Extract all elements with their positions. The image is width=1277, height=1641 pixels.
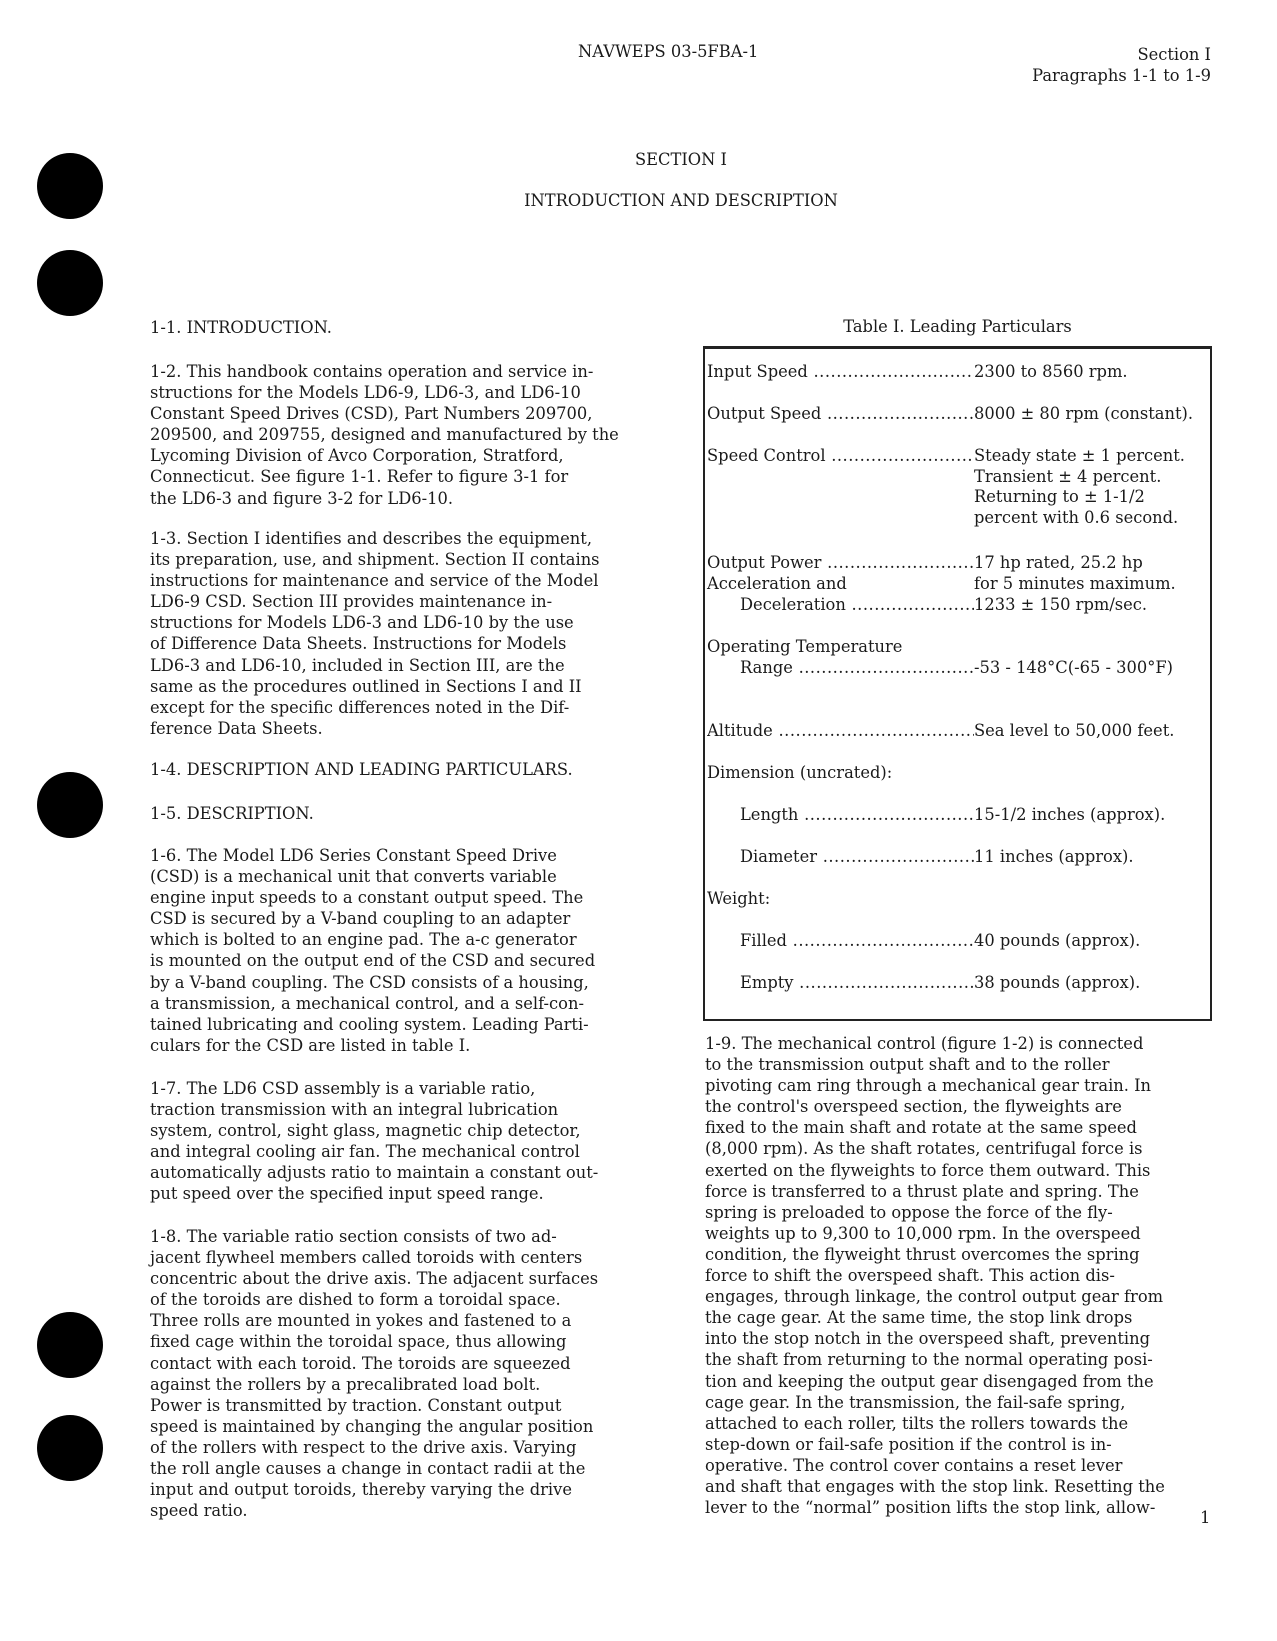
paragraph-line: LD6-9 CSD. Section III provides maintenance in- xyxy=(150,592,553,612)
paragraph xyxy=(150,1078,598,1205)
row-label-top: Acceleration and xyxy=(707,574,847,593)
paragraph-line: 1-5. DESCRIPTION. xyxy=(150,804,314,823)
header-section: Section I xyxy=(1137,45,1211,64)
row-label: Speed Control ..... xyxy=(707,446,974,467)
row-label: Weight: xyxy=(707,889,771,908)
paragraph-line: 1-3. Section I identifies and describes the equipment, xyxy=(150,529,593,548)
punch-hole xyxy=(37,772,103,838)
row-value-line: Transient ± 4 percent. xyxy=(974,466,1162,486)
paragraph-line: 1-7. The LD6 CSD assembly is a variable ratio, xyxy=(150,1079,536,1098)
paragraph-line: fixed cage within the toroidal space, thus allowing xyxy=(150,1332,567,1352)
paragraph-line: CSD is secured by a V-band coupling to an adapter xyxy=(150,909,571,929)
paragraph-line: to the transmission output shaft and to the roller xyxy=(705,1055,1110,1075)
page-number: 1 xyxy=(1200,1508,1211,1527)
row-value xyxy=(974,658,1173,679)
paragraph-line: contact with each toroid. The toroids are squeezed xyxy=(150,1353,571,1373)
row-value-line: 1233 ± 150 rpm/sec. xyxy=(974,595,1148,614)
paragraph-line: weights up to 9,300 to 10,000 rpm. In the overspeed xyxy=(705,1223,1141,1243)
row-label-top: Operating Temperature xyxy=(707,637,903,656)
row-value-line: Sea level to 50,000 feet. xyxy=(974,721,1175,740)
row-value xyxy=(974,805,1165,826)
paragraph-line: jacent flywheel members called toroids with centers xyxy=(150,1248,583,1268)
row-value xyxy=(974,931,1140,952)
document-number: NAVWEPS 03-5FBA-1 xyxy=(578,42,759,61)
paragraph-line: speed is maintained by changing the angular position xyxy=(150,1416,594,1436)
row-label: Output Power ..... xyxy=(707,553,974,574)
row-value xyxy=(974,595,1147,616)
paragraph-line: a transmission, a mechanical control, and a self-con- xyxy=(150,993,584,1013)
paragraph-line: (8,000 rpm). As the shaft rotates, centrifugal force is xyxy=(705,1139,1143,1159)
row-label: Input Speed ..... xyxy=(707,362,974,383)
paragraph-line: which is bolted to an engine pad. The a-c generator xyxy=(150,930,577,950)
paragraph-line: is mounted on the output end of the CSD and secured xyxy=(150,951,596,971)
paragraph xyxy=(150,528,600,739)
paragraph-line: put speed over the specified input speed range. xyxy=(150,1184,544,1204)
row-value xyxy=(974,553,1176,594)
paragraph-line: same as the procedures outlined in Sections I and II xyxy=(150,676,582,696)
paragraph-line: cage gear. In the transmission, the fail-safe spring, xyxy=(705,1392,1126,1412)
paragraph xyxy=(705,1033,1165,1518)
paragraph xyxy=(150,361,619,509)
paragraph-line: 1-1. INTRODUCTION. xyxy=(150,318,332,337)
paragraph-line: and integral cooling air fan. The mechanical control xyxy=(150,1142,580,1162)
paragraph-line: instructions for maintenance and service of the Model xyxy=(150,571,599,591)
paragraph-line: tained lubricating and cooling system. Leading Parti- xyxy=(150,1014,589,1034)
paragraph-line: 1-4. DESCRIPTION AND LEADING PARTICULARS. xyxy=(150,760,573,779)
row-value xyxy=(974,362,1128,383)
paragraph-line: exerted on the flyweights to force them outward. This xyxy=(705,1160,1151,1180)
paragraph-line: traction transmission with an integral lubrication xyxy=(150,1100,559,1120)
paragraph-line: lever to the “normal” position lifts the stop link, allow- xyxy=(705,1498,1156,1518)
paragraph-line: engine input speeds to a constant output speed. The xyxy=(150,888,584,908)
row-label: Dimension (uncrated): xyxy=(707,763,893,782)
paragraph-line: (CSD) is a mechanical unit that converts variable xyxy=(150,867,557,887)
paragraph-line: 1-6. The Model LD6 Series Constant Speed Drive xyxy=(150,846,557,865)
punch-hole xyxy=(37,1415,103,1481)
paragraph-line: the roll angle causes a change in contact radii at the xyxy=(150,1459,586,1479)
row-value xyxy=(974,404,1193,425)
row-value xyxy=(974,847,1134,868)
table-caption: Table I. Leading Particulars xyxy=(843,317,1072,336)
paragraph-line: except for the specific differences noted in the Dif- xyxy=(150,697,570,717)
paragraph-line: of the rollers with respect to the drive axis. Varying xyxy=(150,1437,577,1457)
paragraph-line: Three rolls are mounted in yokes and fastened to a xyxy=(150,1311,572,1331)
row-value-line: Returning to ± 1-1/2 xyxy=(974,487,1145,507)
leading-particulars-table xyxy=(703,346,1212,1021)
paragraph xyxy=(150,317,332,338)
paragraph-line: force is transferred to a thrust plate and spring. The xyxy=(705,1181,1139,1201)
paragraph-line: concentric about the drive axis. The adjacent surfaces xyxy=(150,1269,599,1289)
punch-hole xyxy=(37,1312,103,1378)
paragraph xyxy=(150,845,595,1056)
paragraph-line: the LD6-3 and figure 3-2 for LD6-10. xyxy=(150,488,454,508)
paragraph-line: and shaft that engages with the stop link. Resetting the xyxy=(705,1476,1165,1496)
row-value-line: Steady state ± 1 percent. xyxy=(974,446,1185,465)
paragraph-line: condition, the flyweight thrust overcomes the spring xyxy=(705,1244,1140,1264)
paragraph-line: of the toroids are dished to form a toroidal space. xyxy=(150,1290,561,1310)
paragraph-line: structions for Models LD6-3 and LD6-10 by the use xyxy=(150,613,574,633)
row-label: Length ..... xyxy=(740,805,974,826)
paragraph-line: force to shift the overspeed shaft. This action dis- xyxy=(705,1266,1115,1286)
header-right xyxy=(1032,44,1211,86)
row-label: Diameter ..... xyxy=(740,847,974,868)
paragraph-line: ference Data Sheets. xyxy=(150,718,323,738)
row-label: Output Speed ..... xyxy=(707,404,974,425)
paragraph-line: of Difference Data Sheets. Instructions for Models xyxy=(150,634,567,654)
paragraph-line: speed ratio. xyxy=(150,1501,248,1521)
paragraph-line: system, control, sight glass, magnetic chip detector, xyxy=(150,1121,581,1141)
paragraph-line: automatically adjusts ratio to maintain a constant out- xyxy=(150,1163,599,1183)
row-value-line: 17 hp rated, 25.2 hp xyxy=(974,553,1143,572)
paragraph-line: 1-8. The variable ratio section consists of two ad- xyxy=(150,1227,557,1246)
paragraph-line: structions for the Models LD6-9, LD6-3, and LD6-10 xyxy=(150,383,581,403)
paragraph-line: the control's overspeed section, the flyweights are xyxy=(705,1097,1122,1117)
paragraph-line: pivoting cam ring through a mechanical gear train. In xyxy=(705,1076,1152,1096)
row-value xyxy=(974,973,1140,994)
paragraph-line: by a V-band coupling. The CSD consists of a housing, xyxy=(150,972,589,992)
row-value-line: -53 - 148°C(-65 - 300°F) xyxy=(974,658,1174,677)
paragraph-line: step-down or fail-safe position if the control is in- xyxy=(705,1434,1112,1454)
row-value xyxy=(974,721,1174,742)
paragraph-line: culars for the CSD are listed in table I. xyxy=(150,1035,471,1055)
paragraph-line: the shaft from returning to the normal operating posi- xyxy=(705,1350,1153,1370)
paragraph-line: operative. The control cover contains a reset lever xyxy=(705,1455,1123,1475)
paragraph xyxy=(150,759,573,780)
row-value-line: 8000 ± 80 rpm (constant). xyxy=(974,404,1194,423)
row-value-line: 38 pounds (approx). xyxy=(974,973,1141,992)
section-heading: INTRODUCTION AND DESCRIPTION xyxy=(524,191,838,210)
row-value-line: for 5 minutes maximum. xyxy=(974,573,1176,593)
paragraph-line: Connecticut. See figure 1-1. Refer to figure 3-1 for xyxy=(150,467,569,487)
paragraph-line: 1-9. The mechanical control (figure 1-2) is connected xyxy=(705,1034,1144,1053)
row-value-line: 15-1/2 inches (approx). xyxy=(974,805,1166,824)
row-value-line: 11 inches (approx). xyxy=(974,847,1134,866)
paragraph-line: fixed to the main shaft and rotate at the same speed xyxy=(705,1118,1137,1138)
paragraph-line: tion and keeping the output gear disengaged from the xyxy=(705,1371,1154,1391)
paragraph-line: against the rollers by a precalibrated load bolt. xyxy=(150,1374,541,1394)
row-value-line: 40 pounds (approx). xyxy=(974,931,1141,950)
paragraph-line: attached to each roller, tilts the rollers towards the xyxy=(705,1413,1129,1433)
row-label: Altitude ..... xyxy=(707,721,974,742)
paragraph-line: Lycoming Division of Avco Corporation, Stratford, xyxy=(150,446,564,466)
paragraph xyxy=(150,803,314,824)
row-value xyxy=(974,446,1185,528)
paragraph-line: the cage gear. At the same time, the stop link drops xyxy=(705,1308,1133,1328)
paragraph-line: input and output toroids, thereby varying the drive xyxy=(150,1480,572,1500)
row-value-line: 2300 to 8560 rpm. xyxy=(974,362,1128,381)
paragraph-line: engages, through linkage, the control output gear from xyxy=(705,1287,1164,1307)
paragraph-line: into the stop notch in the overspeed shaft, preventing xyxy=(705,1329,1151,1349)
paragraph-line: LD6-3 and LD6-10, included in Section III, are the xyxy=(150,655,565,675)
paragraph-line: its preparation, use, and shipment. Section II contains xyxy=(150,550,600,570)
section-title: SECTION I xyxy=(635,150,727,169)
paragraph-line: spring is preloaded to oppose the force of the fly- xyxy=(705,1202,1113,1222)
paragraph-line: 209500, and 209755, designed and manufactured by the xyxy=(150,425,619,445)
punch-hole xyxy=(37,250,103,316)
paragraph-line: Constant Speed Drives (CSD), Part Numbers 209700, xyxy=(150,404,593,424)
row-value-line: percent with 0.6 second. xyxy=(974,507,1179,527)
row-label: Filled ..... xyxy=(740,931,974,952)
row-label: Empty ..... xyxy=(740,973,974,994)
row-label: Range ..... xyxy=(740,658,974,679)
paragraph xyxy=(150,1226,598,1521)
header-paragraphs: Paragraphs 1-1 to 1-9 xyxy=(1032,66,1211,85)
row-label: Deceleration ..... xyxy=(740,595,974,616)
paragraph-line: 1-2. This handbook contains operation and service in- xyxy=(150,362,594,381)
paragraph-line: Power is transmitted by traction. Constant output xyxy=(150,1395,562,1415)
